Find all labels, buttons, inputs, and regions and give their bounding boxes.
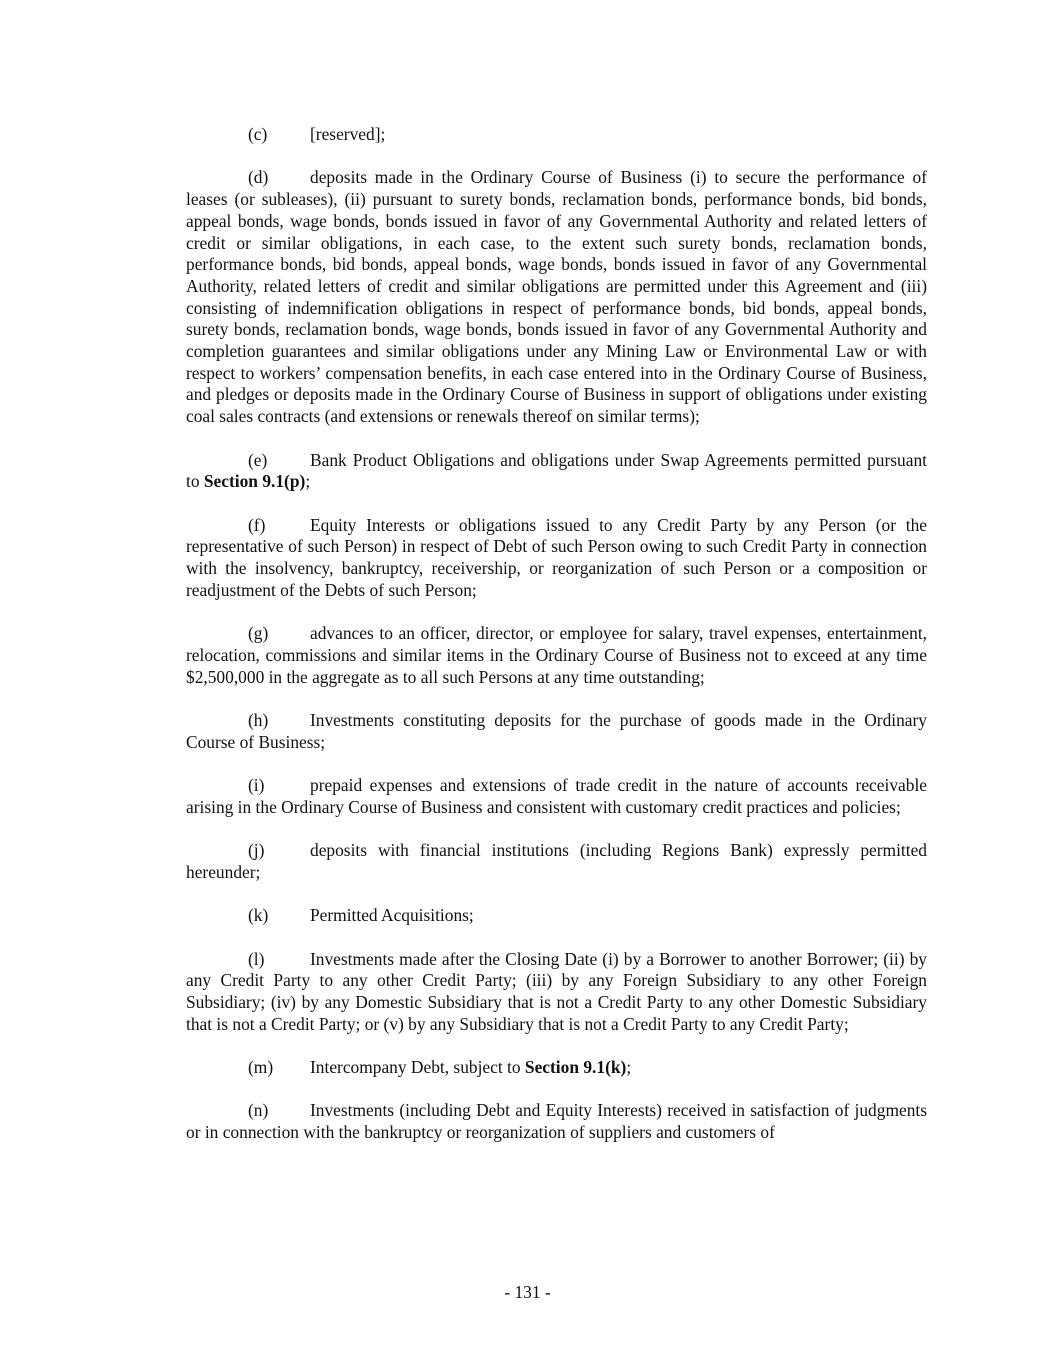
paragraph-text: [reserved]; — [310, 124, 386, 144]
paragraph-marker: (m) — [248, 1057, 274, 1078]
paragraph-marker: (c) — [248, 124, 268, 144]
paragraph-j — [186, 840, 927, 883]
paragraph-text: Intercompany Debt, subject to — [310, 1057, 525, 1078]
paragraph-text: deposits made in the Ordinary Course of Business (i) to secure the performance of leases (or subleases), (ii) pursuant to surety bonds, reclamation bonds, performance bonds, bid bonds, appeal bonds, wage bonds, bonds issued in favor of any Governmental Authority and related letters of credit or similar obligations, in each case, to the extent such surety bonds, reclamation bonds, performance bonds, bid bonds, appeal bonds, wage bonds, bonds issued in favor of any Governmental Authority, related letters of credit and similar obligations are permitted under this Agreement and (iii) consisting of indemnification obligations in respect of performance bonds, bid bonds, appeal bonds, surety bonds, reclamation bonds, wage bonds, bonds issued in favor of any Governmental Authority and completion guarantees and similar obligations under any Mining Law or Environmental Law or with respect to workers’ compensation benefits, in each case entered into in the Ordinary Course of Business, and pledges or deposits made in the Ordinary Course of Business in support of obligations under existing coal sales contracts (and extensions or renewals thereof on similar terms); — [186, 167, 927, 427]
paragraph-text: Permitted Acquisitions; — [310, 905, 474, 926]
paragraph-text: Bank Product Obligations and obligations under Swap Agreements permitted pursuant to — [186, 449, 927, 492]
paragraph-c — [186, 124, 927, 146]
paragraph-d — [186, 167, 927, 427]
paragraph-e — [186, 450, 927, 493]
paragraph-text-end: ; — [626, 1057, 632, 1078]
paragraph-text: advances to an officer, director, or employee for salary, travel expenses, entertainment, relocation, commissions and similar items in the Ordinary Course of Business not to exceed at any time $2,500,000 in the aggregate as to all such Persons at any time outstanding; — [186, 623, 927, 687]
paragraph-text: Investments made after the Closing Date (i) by a Borrower to another Borrower; (ii) by any Credit Party to any other Credit Party; (iii) by any Foreign Subsidiary to any other Foreign Subsidiary; (iv) by any Domestic Subsidiary that is not a Credit Party to any other Domestic Subsidiary that is not a Credit Party; or (v) by any Subsidiary that is not a Credit Party to any Credit Party; — [186, 948, 927, 1034]
paragraph-text-end: ; — [305, 471, 311, 492]
paragraph-marker: (f) — [248, 514, 266, 535]
document-page — [186, 124, 927, 1166]
paragraph-text: prepaid expenses and extensions of trade credit in the nature of accounts receivable arising in the Ordinary Course of Business and consistent with customary credit practices and policies; — [186, 775, 927, 817]
paragraph-h — [186, 710, 927, 753]
section-reference: Section 9.1(k) — [524, 1057, 627, 1078]
paragraph-i — [186, 775, 927, 818]
paragraph-m — [186, 1057, 927, 1079]
paragraph-k — [186, 905, 927, 927]
paragraph-marker: (j) — [248, 840, 265, 861]
paragraph-f — [186, 515, 927, 602]
paragraph-marker: (g) — [248, 623, 269, 644]
paragraph-text: deposits with financial institutions (including Regions Bank) expressly permitted hereunder; — [186, 840, 927, 882]
paragraph-marker: (n) — [248, 1100, 269, 1121]
paragraph-marker: (e) — [248, 449, 268, 470]
paragraph-text: Investments constituting deposits for the purchase of goods made in the Ordinary Course of Business; — [186, 709, 927, 752]
paragraph-text: Investments (including Debt and Equity Interests) received in satisfaction of judgments or in connection with the bankruptcy or reorganization of suppliers and customers of — [186, 1100, 927, 1143]
paragraph-marker: (h) — [248, 709, 269, 730]
paragraph-marker: (k) — [248, 905, 269, 926]
paragraph-n — [186, 1100, 927, 1143]
paragraph-marker: (i) — [248, 775, 265, 795]
paragraph-marker: (l) — [248, 948, 265, 969]
paragraph-text: Equity Interests or obligations issued to any Credit Party by any Person (or the representative of such Person) in respect of Debt of such Person owing to such Credit Party in connection with the insolvency, bankruptcy, receivership, or reorganization of such Person or a composition or readjustment of the Debts of such Person; — [186, 514, 927, 600]
paragraph-marker: (d) — [248, 167, 269, 188]
paragraph-g — [186, 623, 927, 688]
section-reference: Section 9.1(p) — [203, 471, 306, 492]
page-number: - 131 - — [504, 1282, 551, 1302]
paragraph-l — [186, 949, 927, 1036]
